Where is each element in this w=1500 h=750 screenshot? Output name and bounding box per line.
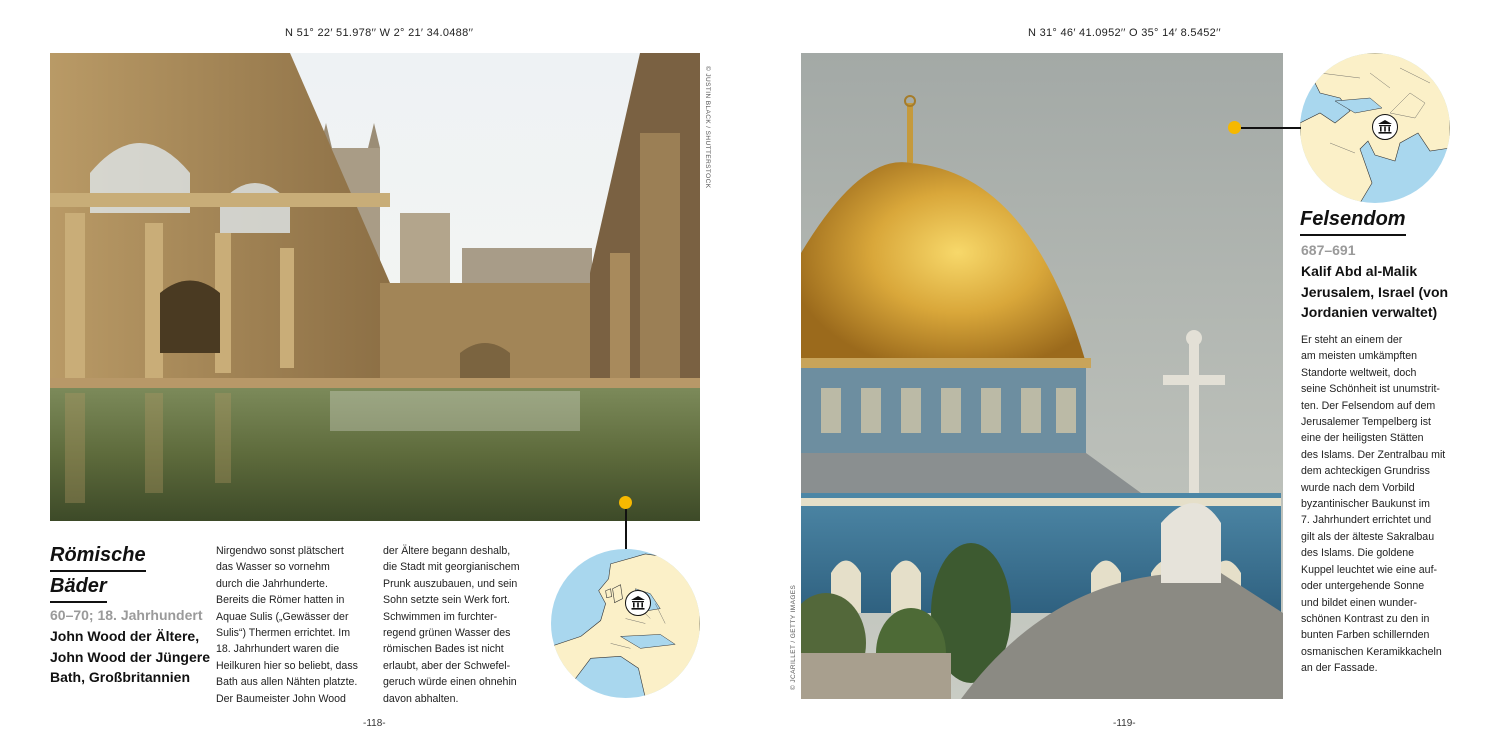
europe-locator-map bbox=[551, 549, 700, 698]
title-line: Felsendom bbox=[1300, 205, 1406, 236]
text-line: Jerusalemer Tempelberg ist bbox=[1301, 416, 1431, 429]
text-line: eine der heiligsten Stätten bbox=[1301, 432, 1424, 445]
body-column-1 bbox=[216, 543, 358, 707]
text-line: davon abhalten. bbox=[383, 692, 459, 705]
body-column-2 bbox=[383, 543, 520, 707]
text-line: 7. Jahrhundert errichtet und bbox=[1301, 514, 1432, 527]
text-line: Standorte weltweit, doch bbox=[1301, 366, 1417, 379]
text-line: Kuppel leuchtet wie eine auf- bbox=[1301, 563, 1438, 576]
text-line: Bath aus allen Nähten platzte. bbox=[216, 676, 358, 689]
text-line: durch die Jahrhunderte. bbox=[216, 577, 328, 590]
meta-line: John Wood der Jüngere bbox=[50, 648, 210, 665]
connector-line bbox=[625, 509, 627, 549]
meta-right bbox=[1301, 261, 1471, 323]
text-line: wurde nach dem Vorbild bbox=[1301, 481, 1415, 494]
text-line: Sohn setzte sein Werk fort. bbox=[383, 594, 510, 607]
title-line: Bäder bbox=[50, 572, 107, 603]
years-right: 687–691 bbox=[1301, 242, 1356, 258]
photo-credit-right: © JCARILLET / GETTY IMAGES bbox=[790, 584, 797, 690]
page-number-right: -119- bbox=[1113, 718, 1136, 729]
text-line: 18. Jahrhundert waren die bbox=[216, 643, 340, 656]
roman-baths-photo bbox=[50, 53, 700, 521]
text-line: Nirgendwo sonst plätschert bbox=[216, 545, 344, 557]
text-line: des Islams. Der Zentralbau mit bbox=[1301, 448, 1446, 461]
text-line: Prunk auszubauen, und sein bbox=[383, 577, 518, 590]
text-line: der Ältere begann deshalb, bbox=[383, 545, 511, 557]
text-line: Heilkuren hier so beliebt, dass bbox=[216, 659, 358, 672]
text-line: erlaubt, aber der Schwefel- bbox=[383, 659, 511, 672]
text-line: Schwimmen im furchter- bbox=[383, 610, 498, 623]
page-title-left bbox=[50, 541, 200, 603]
dome-of-the-rock-photo bbox=[801, 53, 1283, 699]
text-line: oder untergehende Sonne bbox=[1301, 580, 1425, 593]
years-left: 60–70; 18. Jahrhundert bbox=[50, 607, 203, 623]
text-line: Er steht an einem der bbox=[1301, 334, 1403, 346]
title-line: Römische bbox=[50, 541, 146, 572]
text-line: Sulis“) Thermen errichtet. Im bbox=[216, 627, 351, 640]
page-number-left: -118- bbox=[363, 718, 386, 729]
text-line: osmanischen Keramikkacheln bbox=[1301, 645, 1442, 658]
text-line: ten. Der Felsendom auf dem bbox=[1301, 399, 1436, 412]
meta-line: Jordanien verwaltet) bbox=[1301, 304, 1438, 320]
meta-line: Bath, Großbritannien bbox=[50, 669, 190, 685]
text-line: byzantinischer Baukunst im bbox=[1301, 498, 1430, 511]
meta-line: Jerusalem, Israel (von bbox=[1301, 283, 1449, 300]
text-line: Der Baumeister John Wood bbox=[216, 692, 346, 705]
text-line: des Islams. Die goldene bbox=[1301, 547, 1415, 560]
connector-line bbox=[1241, 127, 1301, 129]
text-line: Bereits die Römer hatten in bbox=[216, 594, 345, 607]
meta-line: Kalif Abd al-Malik bbox=[1301, 263, 1418, 279]
text-line: und bildet einen wunder- bbox=[1301, 596, 1418, 609]
photo-credit-left: © JUSTIN BLACK / SHUTTERSTOCK bbox=[704, 66, 711, 189]
text-line: geruch würde einen ohnehin bbox=[383, 676, 517, 689]
text-line: am meisten umkämpften bbox=[1301, 350, 1417, 363]
text-line: schönen Kontrast zu den in bbox=[1301, 612, 1430, 625]
text-line: bunten Farben schillernden bbox=[1301, 629, 1430, 642]
text-line: regend grünen Wasser des bbox=[383, 627, 511, 640]
text-line: dem achteckigen Grundriss bbox=[1301, 465, 1430, 478]
coordinates-right: N 31° 46′ 41.0952′′ O 35° 14′ 8.5452′′ bbox=[1028, 27, 1221, 39]
text-line: die Stadt mit georgianischem bbox=[383, 561, 520, 574]
text-line: an der Fassade. bbox=[1301, 662, 1378, 675]
meta-line: John Wood der Ältere, bbox=[50, 628, 200, 644]
location-dot-icon bbox=[1228, 121, 1241, 134]
location-dot-icon bbox=[619, 496, 632, 509]
museum-icon bbox=[625, 590, 651, 616]
coordinates-left: N 51° 22′ 51.978′′ W 2° 21′ 34.0488′′ bbox=[285, 27, 474, 39]
text-line: das Wasser so vornehm bbox=[216, 561, 330, 574]
body-column-right bbox=[1301, 332, 1445, 677]
page-title-right bbox=[1300, 205, 1406, 236]
museum-icon bbox=[1372, 114, 1398, 140]
text-line: römischen Bades ist nicht bbox=[383, 643, 504, 656]
text-line: Aquae Sulis („Gewässer der bbox=[216, 610, 349, 623]
meta-left bbox=[50, 626, 220, 688]
text-line: gilt als der älteste Sakralbau bbox=[1301, 530, 1435, 543]
text-line: seine Schönheit ist unumstrit- bbox=[1301, 383, 1440, 396]
